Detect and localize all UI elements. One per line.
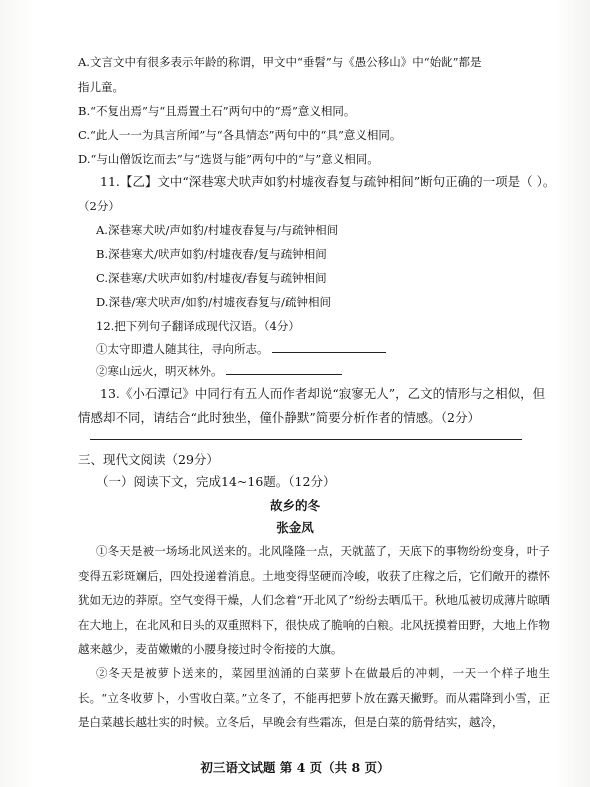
- q12-item1-text: ①太守即遣人随其往，寻向所志。: [96, 342, 269, 356]
- article-author: 张金凤: [276, 520, 314, 535]
- q10-option-a-line2: 指儿童。: [78, 80, 124, 94]
- q11-option-a: A.深巷寒犬吠/声如豹/村墟夜舂复与/与疏钟相间: [96, 223, 339, 237]
- article-paragraph-2: ②冬天是被萝卜送来的，菜园里汹涌的白菜萝卜在做最后的冲刺，一天一个样子地生长。“立冬收萝卜，小雪收白菜。”立冬了，不能再把萝卜放在露天撇野。而从霜降到小雪，正是白菜越长越壮实的时候。立冬后，早晚会有些霜冻，但是白菜的筋骨结实，越冷，: [78, 666, 550, 729]
- q11-option-c: C.深巷寒/犬吠声如豹/村墟夜/舂复与疏钟相间: [96, 271, 327, 285]
- q12-stem: 12.把下列句子翻译成现代汉语。（4分）: [96, 319, 300, 333]
- section3-heading: 三、现代文阅读（29分）: [78, 452, 219, 467]
- q10-option-a-line1: A.文言文中有很多表示年龄的称谓，甲文中“垂髫”与《愚公移山》中“始龀”都是: [78, 55, 482, 69]
- q10-option-d: D.“与山僧饭讫而去”与“选贤与能”两句中的“与”意义相同。: [78, 152, 379, 166]
- q12-item1: [96, 340, 550, 357]
- q11-option-d: D.深巷/寒犬吠声/如豹/村墟夜舂复与/疏钟相间: [96, 295, 331, 309]
- q11-score: （2分）: [78, 199, 120, 213]
- q12-item2-text: ②寒山远火，明灭林外。: [96, 364, 223, 378]
- q12-item2-answer-blank[interactable]: [226, 362, 342, 375]
- q10-option-b: B.“不复出焉”与“且焉置土石”两句中的“焉”意义相同。: [78, 104, 356, 118]
- q13-answer-line[interactable]: [90, 439, 522, 440]
- q13-line1: 13.《小石潭记》中同行有五人而作者却说“寂寥无人”，乙文的情形与之相似，但: [100, 386, 546, 401]
- q12-item1-answer-blank[interactable]: [272, 340, 386, 353]
- section3-subheading: （一）阅读下文，完成14~16题。（12分）: [96, 474, 336, 489]
- page-footer: 初三语文试题 第 4 页（共 8 页）: [200, 760, 390, 775]
- q11-stem: 11.【乙】文中“深巷寒犬吠声如豹村墟夜舂复与疏钟相间”断句正确的一项是（ ）。: [100, 174, 556, 189]
- q12-item2: [96, 362, 550, 379]
- q11-option-b: B.深巷寒犬/吠声如豹/村墟夜舂/复与疏钟相间: [96, 247, 327, 261]
- q10-option-c: C.“此人一一为具言所闻”与“各具情态”两句中的“具”意义相同。: [78, 128, 402, 142]
- article-title: 故乡的冬: [269, 498, 320, 513]
- q13-line2: 情感却不同，请结合“此时独坐，僮仆静默”简要分析作者的情感。（2分）: [78, 410, 480, 425]
- article-paragraph-1: ①冬天是被一场场北风送来的。北风隆隆一点，天就蓝了，天底下的事物纷纷变身，叶子变得五彩斑斓后，四处投递着消息。土地变得坚硬而冷峻，收获了庄稼之后，它们敞开的襟怀犹如无边的莽原。空气变得干燥，人们念着“开北风了”纷纷去晒瓜干。秋地瓜被切成薄片晾晒在大地上，在北风和日头的双重照料下，很快成了脆响的白粮。北风抚摸着田野，大地上作物越来越少，麦苗嫩嫩的小腰身接过时令衔接的大旗。: [78, 544, 550, 656]
